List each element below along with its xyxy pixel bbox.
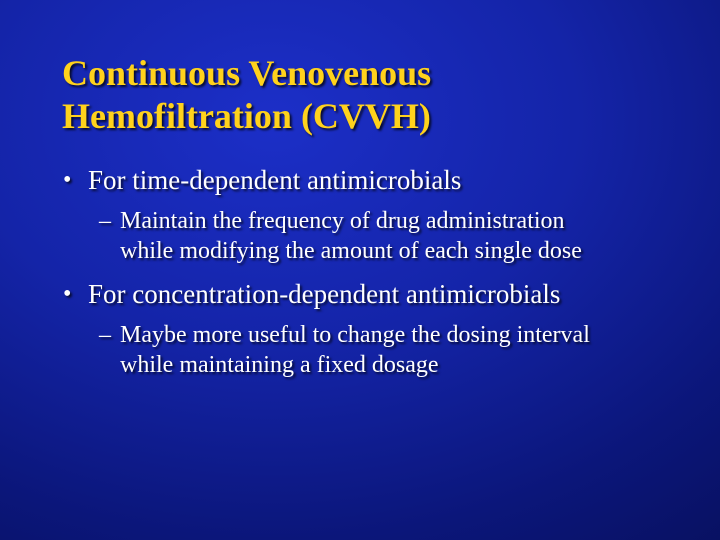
bullet-text: For time-dependent antimicrobials (88, 165, 462, 195)
slide-body (0, 164, 720, 380)
sub-bullet-line-1: Maintain the frequency of drug administration (120, 208, 565, 234)
sub-bullet-marker: – (99, 322, 111, 348)
slide-title-line-2: Hemofiltration (CVVH) (62, 96, 431, 136)
sub-bullet-line-2: while maintaining a fixed dosage (120, 352, 439, 378)
sub-bullet-item-dosing-interval (0, 320, 720, 380)
sub-bullet-line-2: while modifying the amount of each single dose (120, 238, 582, 264)
sub-bullet-line-1: Maybe more useful to change the dosing interval (120, 322, 590, 348)
slide-title (62, 52, 682, 138)
slide-title-line-1: Continuous Venovenous (62, 53, 432, 93)
bullet-item-time-dependent (0, 164, 720, 196)
bullet-item-concentration-dependent (0, 278, 720, 310)
sub-bullet-marker: – (99, 208, 111, 234)
bullet-text: For concentration-dependent antimicrobials (88, 279, 561, 309)
bullet-marker: • (63, 281, 72, 307)
bullet-marker: • (63, 167, 72, 193)
sub-bullet-item-frequency (0, 206, 720, 266)
spacer (0, 266, 720, 278)
